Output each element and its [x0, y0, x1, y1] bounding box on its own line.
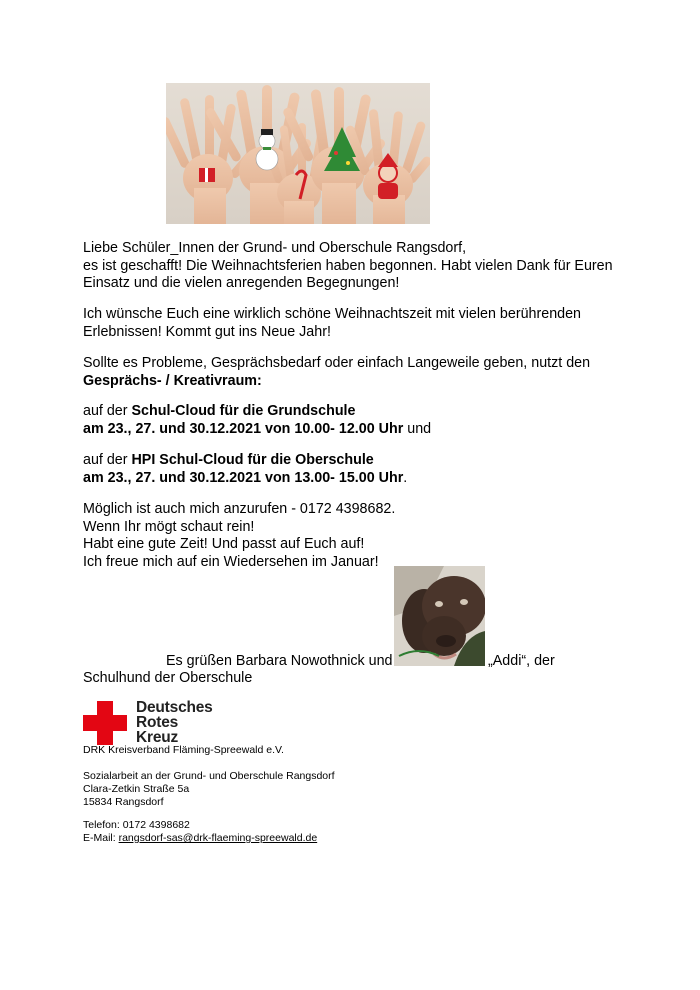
snowman-icon: [259, 133, 275, 149]
signature-part2: „Addi“, der: [488, 653, 555, 669]
para6-line3: Habt eine gute Zeit! Und passt auf Euch auf!: [83, 536, 365, 552]
dog-photo: [394, 566, 485, 666]
signature-part1: Es grüßen Barbara Nowothnick und: [166, 653, 393, 669]
para5-cloud: HPI Schul-Cloud für die Oberschule: [131, 452, 374, 468]
logo-line1: Deutsches: [136, 699, 213, 716]
para5-suffix: .: [403, 469, 408, 486]
greeting-line: Liebe Schüler_Innen der Grund- und Oberschule Rangsdorf,: [83, 240, 467, 256]
para4-dates: am 23., 27. und 30.12.2021 von 10.00- 12.00 Uhr: [83, 420, 404, 437]
para2-line2: Erlebnissen! Kommt gut ins Neue Jahr!: [83, 323, 331, 340]
para4-cloud: Schul-Cloud für die Grundschule: [131, 403, 356, 419]
contact-org: DRK Kreisverband Fläming-Spreewald e.V.: [83, 744, 284, 756]
para6-line1: Möglich ist auch mich anzurufen - 0172 4398682.: [83, 501, 396, 517]
red-cross-icon: [83, 701, 127, 745]
letter-closing: [83, 501, 643, 571]
logo-line2: Rotes: [136, 714, 179, 731]
contact-phone: Telefon: 0172 4398682: [83, 819, 190, 831]
letter-greeting: [83, 240, 643, 293]
para4-prefix: auf der: [83, 403, 132, 419]
para5-dates: am 23., 27. und 30.12.2021 von 13.00- 15.00 Uhr: [83, 469, 404, 486]
para1-line1: es ist geschafft! Die Weihnachtsferien haben begonnen. Habt vielen Dank für Euren: [83, 257, 613, 274]
logo-line3: Kreuz: [136, 729, 179, 746]
letter-wishes: [83, 306, 643, 341]
contact-email-row: [83, 832, 317, 845]
contact-dept: Sozialarbeit an der Grund- und Oberschule Rangsdorf: [83, 770, 335, 782]
para4-suffix: und: [403, 420, 432, 437]
para6-line4: Ich freue mich auf ein Wiedersehen im Januar!: [83, 553, 379, 570]
para5-prefix: auf der: [83, 452, 132, 468]
drk-logo-text: [136, 700, 213, 745]
letter-grundschule: [83, 403, 643, 438]
email-label: E-Mail:: [83, 832, 119, 844]
para3-line2: Gesprächs- / Kreativraum:: [83, 372, 262, 389]
para6-line2: Wenn Ihr mögt schaut rein!: [83, 518, 255, 535]
contact-city: 15834 Rangsdorf: [83, 796, 164, 808]
contact-street: Clara-Zetkin Straße 5a: [83, 783, 190, 795]
signature-line2: Schulhund der Oberschule: [83, 670, 253, 686]
para3-line1: Sollte es Probleme, Gesprächsbedarf oder einfach Langeweile geben, nutzt den: [83, 355, 591, 371]
letter-oberschule: [83, 452, 643, 487]
letter-offer: [83, 355, 643, 390]
email-link[interactable]: rangsdorf-sas@drk-flaeming-spreewald.de: [118, 832, 318, 844]
dog-illustration: [394, 566, 485, 666]
hands-illustration: [166, 83, 430, 224]
christmas-hands-image: [166, 83, 430, 224]
para1-line2: Einsatz und die vielen anregenden Begegnungen!: [83, 275, 400, 291]
para2-line1: Ich wünsche Euch eine wirklich schöne Weihnachtszeit mit vielen berührenden: [83, 306, 582, 322]
